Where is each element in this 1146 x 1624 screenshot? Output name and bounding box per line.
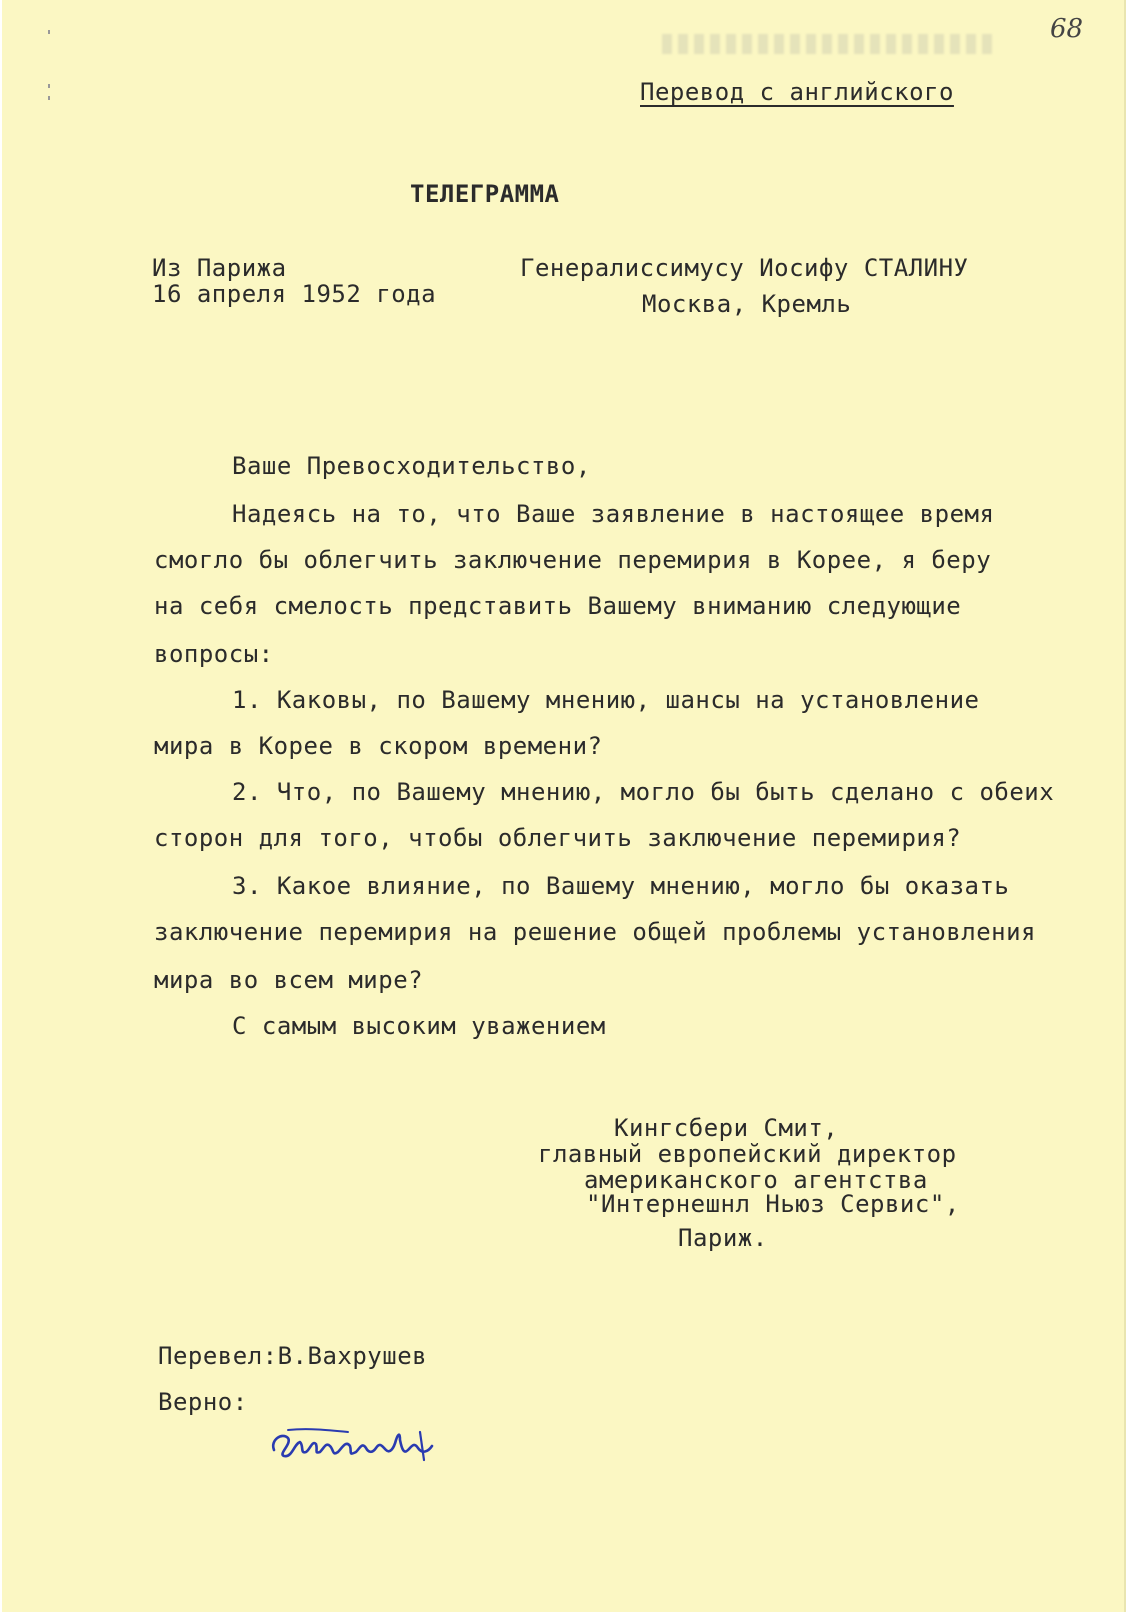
page-number: 68: [1050, 14, 1084, 44]
document-title: ТЕЛЕГРАММА: [410, 180, 560, 208]
faded-stamp-smudge: [662, 34, 992, 54]
signatory-city: Париж.: [678, 1224, 768, 1252]
translation-note: Перевод с английского: [640, 78, 954, 106]
verified-label: Верно:: [158, 1388, 248, 1416]
signatory-name: Кингсбери Смит,: [614, 1114, 839, 1142]
margin-mark: [48, 96, 50, 100]
handwritten-signature: [268, 1420, 438, 1470]
question-1-cont: мира в Корее в скором времени?: [154, 732, 603, 760]
addressee: Генералиссимусу Иосифу СТАЛИНУ: [520, 254, 969, 282]
addressee-location: Москва, Кремль: [642, 290, 852, 318]
signatory-agency: американского агентства: [584, 1166, 928, 1194]
salutation: Ваше Превосходительство,: [232, 452, 591, 480]
from-place: Из Парижа: [152, 254, 287, 282]
from-date: 16 апреля 1952 года: [152, 280, 437, 308]
document-page: [2, 0, 1126, 1612]
signatory-position: главный европейский директор: [538, 1140, 957, 1168]
question-2: 2. Что, по Вашему мнению, могло бы быть сделано с обеих: [232, 778, 1055, 806]
question-1: 1. Каковы, по Вашему мнению, шансы на установление: [232, 686, 980, 714]
closing: С самым высоким уважением: [232, 1012, 606, 1040]
question-3-cont: заключение перемирия на решение общей проблемы установления: [154, 918, 1037, 946]
margin-mark: [48, 84, 50, 88]
translator-line: Перевел:В.Вахрушев: [158, 1342, 428, 1370]
question-3: 3. Какое влияние, по Вашему мнению, могло бы оказать: [232, 872, 1010, 900]
body-line: смогло бы облегчить заключение перемирия в Корее, я беру: [154, 546, 992, 574]
body-line: Надеясь на то, что Ваше заявление в настоящее время: [232, 500, 995, 528]
body-line: на себя смелость представить Вашему вниманию следующие: [154, 592, 962, 620]
body-line: вопросы:: [154, 640, 274, 668]
question-3-cont: мира во всем мире?: [154, 966, 424, 994]
question-2-cont: сторон для того, чтобы облегчить заключение перемирия?: [154, 824, 962, 852]
signatory-agency-name: "Интернешнл Ньюз Сервис",: [586, 1190, 960, 1218]
margin-mark: [48, 30, 50, 34]
